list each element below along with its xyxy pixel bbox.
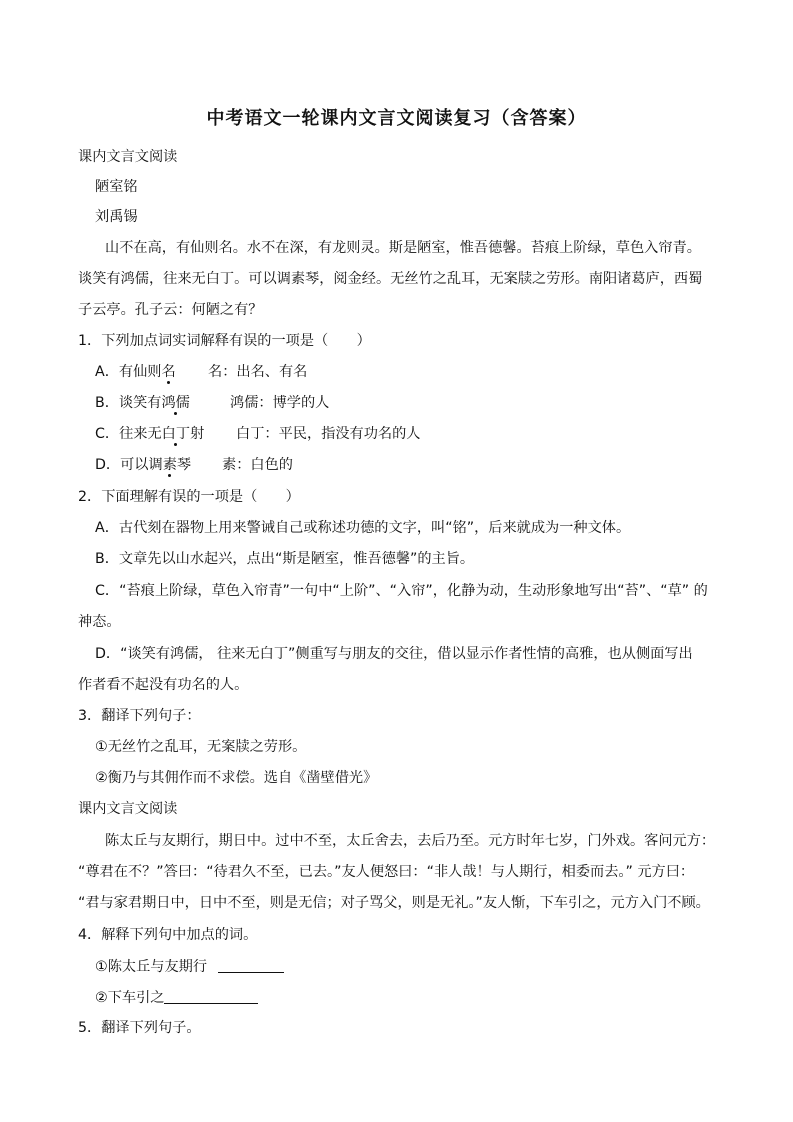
section-heading-2: 课内文言文阅读 (78, 801, 178, 817)
q2-option-d: D．“谈笑有鸿儒， 往来无白丁”侧重写与朋友的交往，借以显示作者性情的高雅，也从侧面写出 (95, 646, 693, 662)
passage-line: “尊君在不？”答曰：“待君久不至，已去。”友人便怒曰：“非人哉！与人期行，相委而去。” 元方曰： (78, 864, 695, 880)
item-text: ②下车引之 (95, 990, 165, 1006)
q1-gloss-a: 名：出名、有名 (208, 364, 308, 380)
poem-author: 刘禹锡 (95, 209, 138, 225)
q4-item-1 (95, 956, 284, 977)
passage-line: 陈太丘与友期行，期日中。过中不至，太丘舍去，去后乃至。元方时年七岁，门外戏。客问元方： (105, 833, 716, 849)
option-text: B．谈笑有 (95, 395, 162, 411)
dotted-word: 名 (161, 364, 176, 380)
question-3-stem: 3．翻译下列句子： (78, 708, 201, 724)
option-text: C．往来无 (95, 426, 162, 442)
q2-option-d-cont: 作者看不起没有功名的人。 (78, 677, 249, 693)
q4-item-2 (95, 987, 258, 1008)
q1-option-d (95, 455, 191, 475)
passage-line: “君与家君期日中，日中不至，则是无信；对子骂父，则是无礼。”友人惭，下车引之，元方入门不顾。 (78, 895, 710, 911)
page-title: 中考语文一轮课内文言文阅读复习（含答案） (206, 108, 587, 129)
q1-option-a (95, 362, 176, 382)
passage-line: 谈笑有鸿儒，往来无白丁。可以调素琴，阅金经。无丝竹之乱耳，无案牍之劳形。南阳诸葛庐，西蜀 (78, 271, 703, 287)
q3-item-2: ②衡乃与其佣作而不求偿。选自《凿壁借光》 (95, 770, 378, 786)
q1-gloss-c: 白丁：平民，指没有功名的人 (236, 426, 421, 442)
question-4-stem: 4．解释下列句中加点的词。 (78, 927, 258, 943)
item-text: ①陈太丘与友期行 (95, 959, 208, 975)
dotted-word: 鸿儒 (161, 395, 190, 411)
option-text: A．有仙则 (95, 364, 162, 380)
question-1-stem: 1．下列加点词实词解释有误的一项是（ ） (78, 333, 371, 349)
option-text: 琴 (176, 457, 192, 473)
dotted-word: 素 (162, 457, 177, 473)
q1-gloss-b: 鸿儒：博学的人 (230, 395, 330, 411)
q2-option-a: A．古代刻在器物上用来警诫自己或称述功德的文字，叫“铭”，后来就成为一种文体。 (95, 520, 631, 536)
dotted-word: 白丁 (161, 426, 191, 442)
q1-option-b (95, 393, 190, 413)
answer-blank[interactable] (164, 987, 258, 1004)
q2-option-c-cont: 神态。 (78, 614, 121, 630)
answer-blank[interactable] (218, 956, 284, 973)
poem-title: 陋室铭 (95, 179, 138, 195)
question-2-stem: 2．下面理解有误的一项是（ ） (78, 489, 300, 505)
q1-gloss-d: 素：白色的 (222, 457, 293, 473)
passage-line: 子云亭。孔子云：何陋之有？ (78, 302, 263, 318)
section-heading-1: 课内文言文阅读 (78, 149, 178, 165)
q2-option-b: B．文章先以山水起兴，点出“斯是陋室，惟吾德馨”的主旨。 (95, 551, 475, 567)
q1-option-c (95, 424, 204, 444)
question-5-stem: 5．翻译下列句子。 (78, 1020, 201, 1036)
option-text: 射 (190, 426, 205, 442)
passage-line: 山不在高，有仙则名。水不在深，有龙则灵。斯是陋室，惟吾德馨。苔痕上阶绿，草色入帘青。 (105, 240, 701, 256)
option-text: D．可以调 (95, 457, 163, 473)
q2-option-c: C．“苔痕上阶绿，草色入帘青”一句中“上阶”、“入帘”，化静为动，生动形象地写出“苔”、“草” 的 (95, 583, 708, 599)
q3-item-1: ①无丝竹之乱耳，无案牍之劳形。 (95, 739, 307, 755)
